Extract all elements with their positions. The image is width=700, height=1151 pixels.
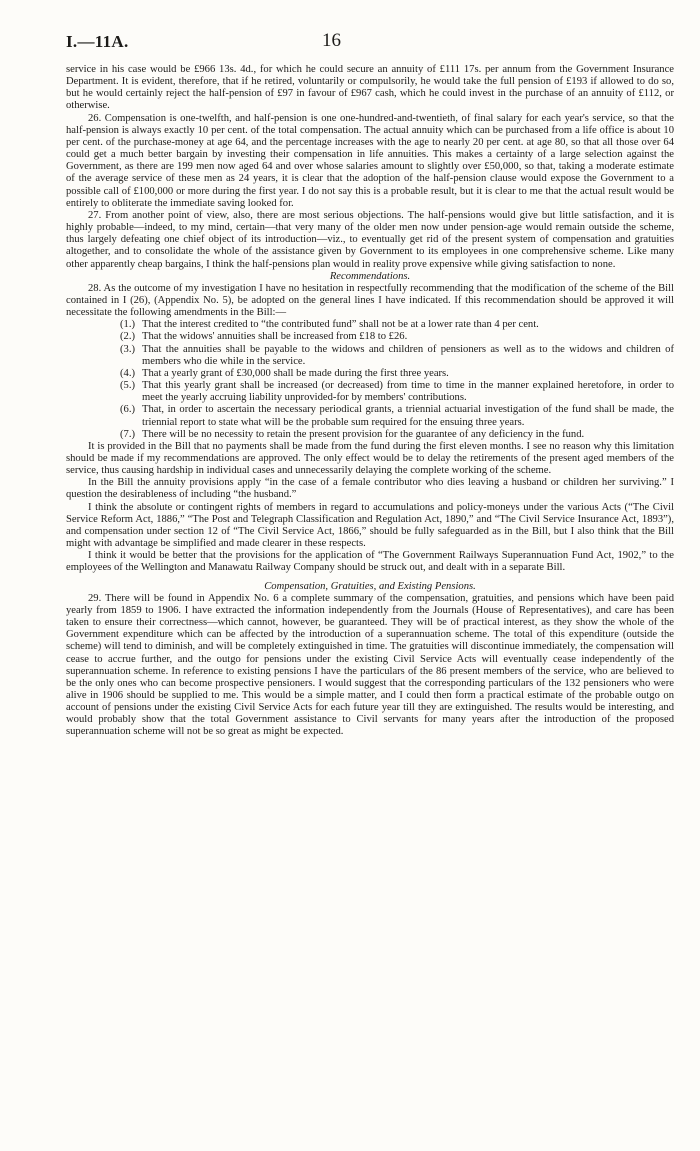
page-number: 16 — [322, 30, 341, 51]
document-body — [66, 64, 674, 739]
amendment-item — [120, 380, 674, 404]
paragraph-26: 26. Compensation is one-twelfth, and half-pension is one one-hundred-and-twentieth, of final salary for each year's service, so that the half-pension is always exactly 10 per cent. of the total compensation. The actual annuity which can be purchased from a life office is about 10 per cent. of the purchase-money at age 64, and the percentage increases with the age to nearly 20 per cent. at age 80, so that all those over 64 could get a much better bargain by investing their compensation in life annuities. This makes a certainty of a large selection against the Government, as there are 199 men now aged 64 and over whose salaries amount to slightly over £50,000, so that, taking a moderate estimate of the average service of these men as 24 years, it is clear that the adoption of the half-pension clause would expose the Government to a possible call of £100,000 or more during the first year. I do not say this is a probable result, but it is clear to me that the actual result would be entirely to obliterate the immediate saving looked for. — [66, 112, 674, 209]
amendment-item — [120, 331, 674, 343]
paragraph-28: 28. As the outcome of my investigation I have no hesitation in respectfully recommending that the modification of the scheme of the Bill contained in I (26), (Appendix No. 5), be adopted on the general lines I have indicated. If this recommendation should be approved it will necessitate the following amendments in the Bill:— — [66, 282, 674, 319]
amendment-text: That this yearly grant shall be increased (or decreased) from time to time in the manner explained heretofore, in order to meet the yearly accruing liability unprovided-for by members' contributions. — [142, 380, 674, 404]
amendment-text: That, in order to ascertain the necessary periodical grants, a triennial actuarial investigation of the fund shall be made, the triennial report to state what will be the probable sum required for the ensuing three years. — [142, 404, 674, 428]
amendment-number: (3.) — [120, 343, 136, 355]
page-header — [66, 30, 674, 64]
paragraph-29: 29. There will be found in Appendix No. 6 a complete summary of the compensation, gratuities, and pensions which have been paid yearly from 1859 to 1906. I have extracted the information independently from the Journals (House of Representatives), and care has been taken to ensure their correctness—which cannot, however, be guaranteed. They will be of practical interest, as they show the whole of the Government expenditure which can be affected by the introduction of a superannuation scheme. The total of this expenditure (outside the scheme) will tend to diminish, and will be completely extinguished in time. The gratuities will discontinue immediately, the compensation will cease to accrue further, and the outgo for pensions under the existing Civil Service Acts will eventually cease independently of the superannuation scheme. In reference to existing pensions I have the particulars of the 86 present members of the service, who are believed to be the only ones who can become prospective pensioners. I would suggest that the corresponding particulars of the 132 pensioners who were alive in 1906 should be supplied to me. This would be a simple matter, and I could then form a practical estimate of the probable outgo on account of pensions under the existing Civil Service Acts for each future year till they are extinguished. The results would be interesting, and would probably show that the total Government assistance to Civil servants for many years after the introduction of the proposed superannuation scheme will not be so great as might be expected. — [66, 592, 674, 738]
amendment-text: There will be no necessity to retain the present provision for the guarantee of any deficiency in the fund. — [142, 428, 585, 440]
paragraph-continuation: service in his case would be £966 13s. 4d., for which he could secure an annuity of £111 17s. per annum from the Government Insurance Department. It is evident, therefore, that if he retired, voluntarily or compulsorily, he would take the full pension of £193 if allowed to do so, but he would certainly reject the half-pension of £97 in favour of £967 cash, which he could invest in the purchase of an annuity of £112, or otherwise. — [66, 64, 674, 112]
amendment-item — [120, 344, 674, 368]
amendment-number: (5.) — [120, 380, 136, 392]
paragraph-female-contributor: In the Bill the annuity provisions apply “in the case of a female contributor who dies leaving a husband or children her surviving.” I question the desirableness of including “the husband.” — [66, 477, 674, 501]
amendment-text: That the widows' annuities shall be increased from £18 to £26. — [142, 331, 408, 343]
amendment-number: (6.) — [120, 404, 136, 416]
amendments-list — [66, 319, 674, 441]
amendment-text: That the interest credited to “the contributed fund” shall not be at a lower rate than 4 per cent. — [142, 319, 539, 331]
amendment-item — [120, 429, 674, 441]
paragraph-absolute-rights: I think the absolute or contingent rights of members in regard to accumulations and policy-moneys under the various Acts (“The Civil Service Reform Act, 1886,” “The Post and Telegraph Classification and Regulation Act, 1890,” and “The Civil Service Insurance Act, 1893”), and compensation under section 12 of “The Civil Service Act, 1866,” should be fully safeguarded as in the Bill, but I also think that the Bill might with advantage be simplified and made clearer in these respects. — [66, 501, 674, 550]
amendment-number: (7.) — [120, 428, 136, 440]
paragraph-railways: I think it would be better that the provisions for the application of “The Government Railways Superannuation Fund Act, 1902,” to the employees of the Wellington and Manawatu Railway Company should be struck out, and dealt with in a separate Bill. — [66, 550, 674, 574]
amendment-number: (2.) — [120, 331, 136, 343]
document-reference: I.—11A. — [66, 32, 129, 51]
amendment-text: That a yearly grant of £30,000 shall be made during the first three years. — [142, 367, 449, 379]
amendment-item — [120, 319, 674, 331]
amendment-number: (1.) — [120, 319, 136, 331]
amendment-number: (4.) — [120, 367, 136, 379]
paragraph-first-eleven-months: It is provided in the Bill that no payments shall be made from the fund during the first eleven months. I see no reason why this limitation should be made if my recommendations are approved. The only effect would be to delay the retirements of the present aged members of the service, thus causing hardship in individual cases and unnecessarily delaying the complete working of the scheme. — [66, 440, 674, 477]
paragraph-27: 27. From another point of view, also, there are most serious objections. The half-pensions would give but little satisfaction, and it is highly probable—indeed, to my mind, certain—that very many of the older men now under pension-age would remain outside the scheme, thus largely defeating one chief object of its introduction—viz., to eventually get rid of the present system of compensation and gratuities altogether, and to consolidate the whole of the assistance given by Government to its employees in one comprehensive scheme. Like many other apparently cheap bargains, I think the half-pensions plan would in reality prove expensive while giving satisfaction to none. — [66, 209, 674, 270]
heading-recommendations: Recommendations. — [329, 270, 411, 282]
amendment-item — [120, 368, 674, 380]
amendment-text: That the annuities shall be payable to the widows and children of pensioners as well as to the widows and children of members who die while in the service. — [142, 343, 674, 367]
heading-compensation: Compensation, Gratuities, and Existing Pensions. — [264, 580, 476, 592]
amendment-item — [120, 404, 674, 428]
